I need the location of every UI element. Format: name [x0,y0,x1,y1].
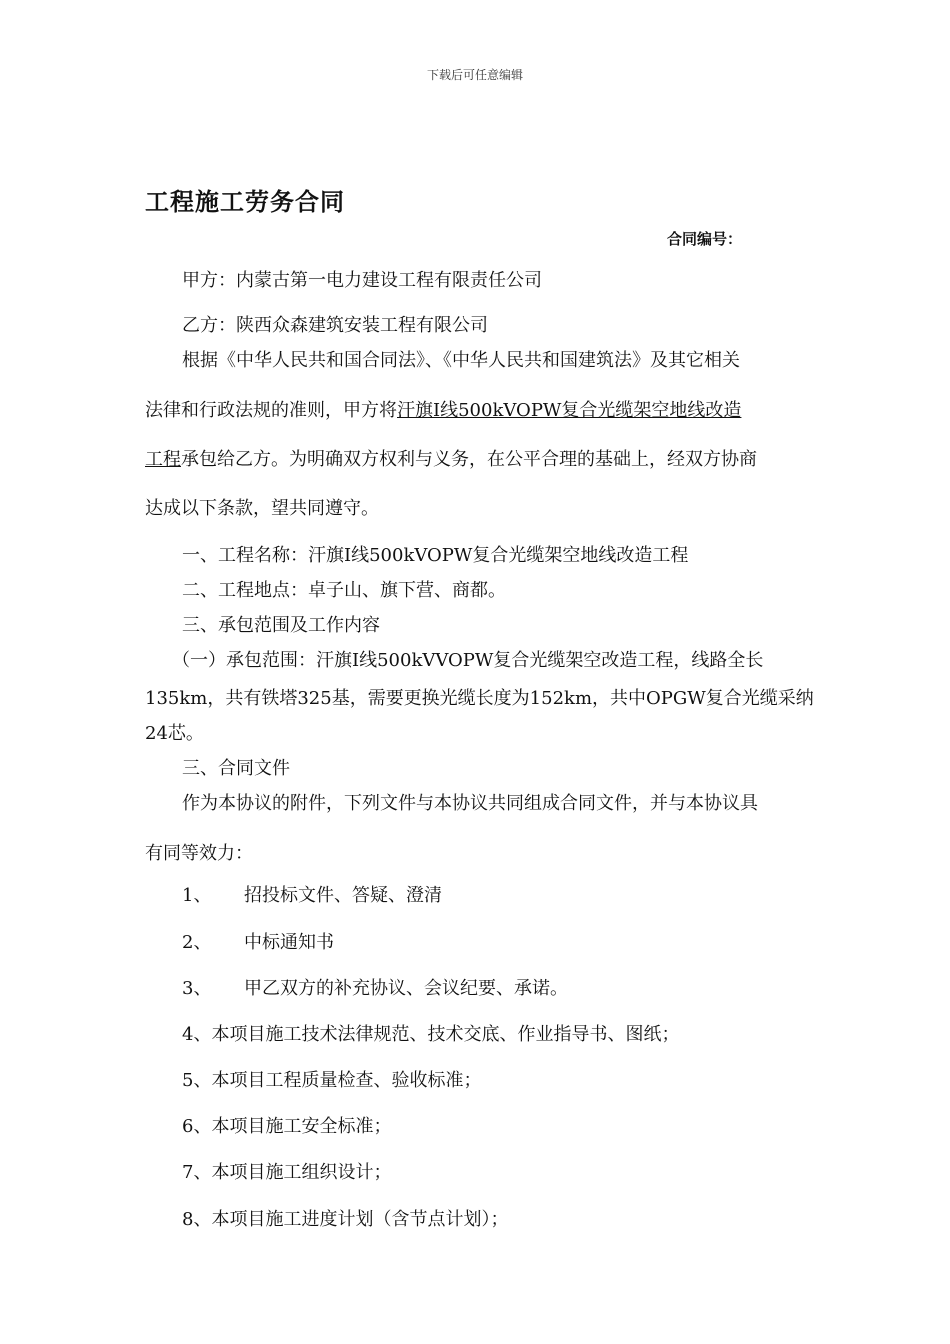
scope-line-2: 135km，共有铁塔325基，需要更换光缆长度为152km，共中OPGW复合光缆采纳 [145,688,814,709]
scope-line-3: 24芯。 [145,723,204,744]
intro-line-1: 根据《中华人民共和国合同法》、《中华人民共和国建筑法》及其它相关 [182,350,740,371]
list-item-number: 2、 [182,932,212,953]
list-item-text: 甲乙双方的补充协议、会议纪要、承诺。 [244,978,568,999]
intro-line-4: 达成以下条款，望共同遵守。 [145,498,379,519]
contract-number-label: 合同编号： [667,230,743,248]
page-header-note: 下载后可任意编辑 [426,68,523,82]
list-item: 7、本项目施工组织设计； [182,1162,392,1183]
list-item: 8、本项目施工进度计划（含节点计划）； [182,1209,509,1230]
section-contract-documents: 三、合同文件 [182,758,290,779]
party-a: 甲方：内蒙古第一电力建设工程有限责任公司 [182,270,542,291]
document-title: 工程施工劳务合同 [145,187,345,216]
documents-intro-line-1: 作为本协议的附件，下列文件与本协议共同组成合同文件，并与本协议具 [182,793,758,814]
list-item: 5、本项目工程质量检查、验收标准； [182,1070,482,1091]
list-item-text: 中标通知书 [244,932,334,953]
list-item: 4、本项目施工技术法律规范、技术交底、作业指导书、图纸； [182,1024,680,1045]
list-item [182,881,442,907]
intro-line-2 [145,396,741,422]
list-item: 6、本项目施工安全标准； [182,1116,392,1137]
list-item [182,928,334,954]
list-item-number: 1、 [182,885,212,906]
intro-line-3-text: 承包给乙方。为明确双方权利与义务，在公平合理的基础上，经双方协商 [181,449,757,470]
list-item [182,974,568,1000]
list-item-number: 3、 [182,978,212,999]
project-name-underlined-cont: 工程 [145,449,181,470]
section-project-location: 二、工程地点：卓子山、旗下营、商都。 [182,580,506,601]
list-item-text: 招投标文件、答疑、澄清 [244,885,442,906]
intro-line-2-text: 法律和行政法规的准则，甲方将 [145,400,397,421]
section-project-name: 一、工程名称：汗旗Ⅰ线500kVOPW复合光缆架空地线改造工程 [182,545,689,566]
intro-line-3 [145,445,757,471]
section-scope-heading: 三、承包范围及工作内容 [182,615,380,636]
documents-intro-line-2: 有同等效力： [145,843,253,864]
project-name-underlined: 汗旗Ⅰ线500kVOPW复合光缆架空地线改造 [397,400,742,421]
party-b: 乙方：陕西众森建筑安装工程有限公司 [182,315,488,336]
scope-line-1: （一）承包范围：汗旗Ⅰ线500kVVOPW复合光缆架空改造工程，线路全长 [172,650,764,671]
